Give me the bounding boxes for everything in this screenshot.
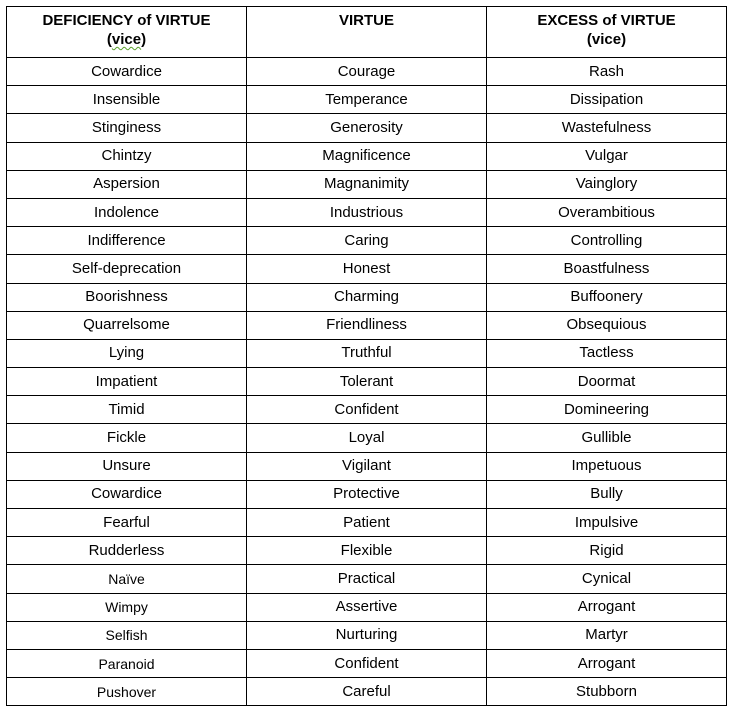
virtue-table-container (6, 6, 727, 706)
virtue-cell: Flexible (247, 537, 487, 565)
virtue-cell: Magnificence (247, 142, 487, 170)
table-row (7, 86, 727, 114)
table-row (7, 311, 727, 339)
deficiency-cell: Stinginess (7, 114, 247, 142)
excess-cell: Boastfulness (487, 255, 727, 283)
header-virtue (247, 7, 487, 58)
virtue-cell: Tolerant (247, 368, 487, 396)
virtue-cell: Generosity (247, 114, 487, 142)
header-excess-line2: (vice) (586, 31, 627, 48)
virtue-cell: Protective (247, 480, 487, 508)
excess-cell: Martyr (487, 621, 727, 649)
virtue-cell: Loyal (247, 424, 487, 452)
deficiency-cell: Quarrelsome (7, 311, 247, 339)
deficiency-cell: Indifference (7, 227, 247, 255)
virtue-cell: Charming (247, 283, 487, 311)
deficiency-cell: Fickle (7, 424, 247, 452)
table-row (7, 255, 727, 283)
table-row (7, 593, 727, 621)
deficiency-cell: Wimpy (7, 593, 247, 621)
virtue-cell: Temperance (247, 86, 487, 114)
deficiency-cell: Lying (7, 339, 247, 367)
table-row (7, 537, 727, 565)
deficiency-cell: Insensible (7, 86, 247, 114)
table-row (7, 58, 727, 86)
virtue-cell: Honest (247, 255, 487, 283)
header-deficiency-line1: DEFICIENCY of VIRTUE (42, 12, 211, 29)
virtue-cell: Assertive (247, 593, 487, 621)
table-row (7, 565, 727, 593)
deficiency-cell: Selfish (7, 621, 247, 649)
virtue-cell: Practical (247, 565, 487, 593)
virtue-cell: Patient (247, 509, 487, 537)
virtue-cell: Caring (247, 227, 487, 255)
table-row (7, 170, 727, 198)
excess-cell: Wastefulness (487, 114, 727, 142)
virtue-table (6, 6, 727, 706)
table-row (7, 678, 727, 706)
excess-cell: Doormat (487, 368, 727, 396)
excess-cell: Arrogant (487, 649, 727, 677)
excess-cell: Overambitious (487, 198, 727, 226)
deficiency-cell: Unsure (7, 452, 247, 480)
table-row (7, 198, 727, 226)
virtue-cell: Industrious (247, 198, 487, 226)
table-row (7, 114, 727, 142)
deficiency-cell: Timid (7, 396, 247, 424)
table-row (7, 509, 727, 537)
table-row (7, 621, 727, 649)
virtue-cell: Confident (247, 396, 487, 424)
header-row (7, 7, 727, 58)
header-deficiency-vice: vice (111, 31, 142, 48)
excess-cell: Rigid (487, 537, 727, 565)
table-row (7, 396, 727, 424)
table-body (7, 58, 727, 706)
table-row (7, 368, 727, 396)
excess-cell: Gullible (487, 424, 727, 452)
virtue-cell: Truthful (247, 339, 487, 367)
table-row (7, 283, 727, 311)
excess-cell: Impetuous (487, 452, 727, 480)
deficiency-cell: Self-deprecation (7, 255, 247, 283)
excess-cell: Cynical (487, 565, 727, 593)
excess-cell: Arrogant (487, 593, 727, 621)
deficiency-cell: Pushover (7, 678, 247, 706)
virtue-cell: Careful (247, 678, 487, 706)
deficiency-cell: Fearful (7, 509, 247, 537)
table-row (7, 339, 727, 367)
deficiency-cell: Naïve (7, 565, 247, 593)
deficiency-cell: Impatient (7, 368, 247, 396)
virtue-cell: Friendliness (247, 311, 487, 339)
virtue-cell: Vigilant (247, 452, 487, 480)
virtue-cell: Courage (247, 58, 487, 86)
deficiency-cell: Chintzy (7, 142, 247, 170)
virtue-cell: Magnanimity (247, 170, 487, 198)
header-excess (487, 7, 727, 58)
excess-cell: Vainglory (487, 170, 727, 198)
deficiency-cell: Indolence (7, 198, 247, 226)
excess-cell: Domineering (487, 396, 727, 424)
table-row (7, 142, 727, 170)
table-row (7, 452, 727, 480)
excess-cell: Impulsive (487, 509, 727, 537)
excess-cell: Dissipation (487, 86, 727, 114)
deficiency-cell: Cowardice (7, 58, 247, 86)
excess-cell: Bully (487, 480, 727, 508)
deficiency-cell: Boorishness (7, 283, 247, 311)
table-row (7, 424, 727, 452)
excess-cell: Buffoonery (487, 283, 727, 311)
excess-cell: Rash (487, 58, 727, 86)
excess-cell: Controlling (487, 227, 727, 255)
deficiency-cell: Cowardice (7, 480, 247, 508)
virtue-cell: Nurturing (247, 621, 487, 649)
excess-cell: Tactless (487, 339, 727, 367)
excess-cell: Obsequious (487, 311, 727, 339)
deficiency-cell: Rudderless (7, 537, 247, 565)
header-deficiency: DEFICIENCY of VIRTUE (vice) (7, 7, 247, 58)
excess-cell: Vulgar (487, 142, 727, 170)
table-row (7, 227, 727, 255)
header-virtue-line1: VIRTUE (338, 12, 394, 29)
table-row (7, 649, 727, 677)
deficiency-cell: Paranoid (7, 649, 247, 677)
excess-cell: Stubborn (487, 678, 727, 706)
header-excess-line1: EXCESS of VIRTUE (537, 12, 676, 29)
deficiency-cell: Aspersion (7, 170, 247, 198)
table-row (7, 480, 727, 508)
virtue-cell: Confident (247, 649, 487, 677)
